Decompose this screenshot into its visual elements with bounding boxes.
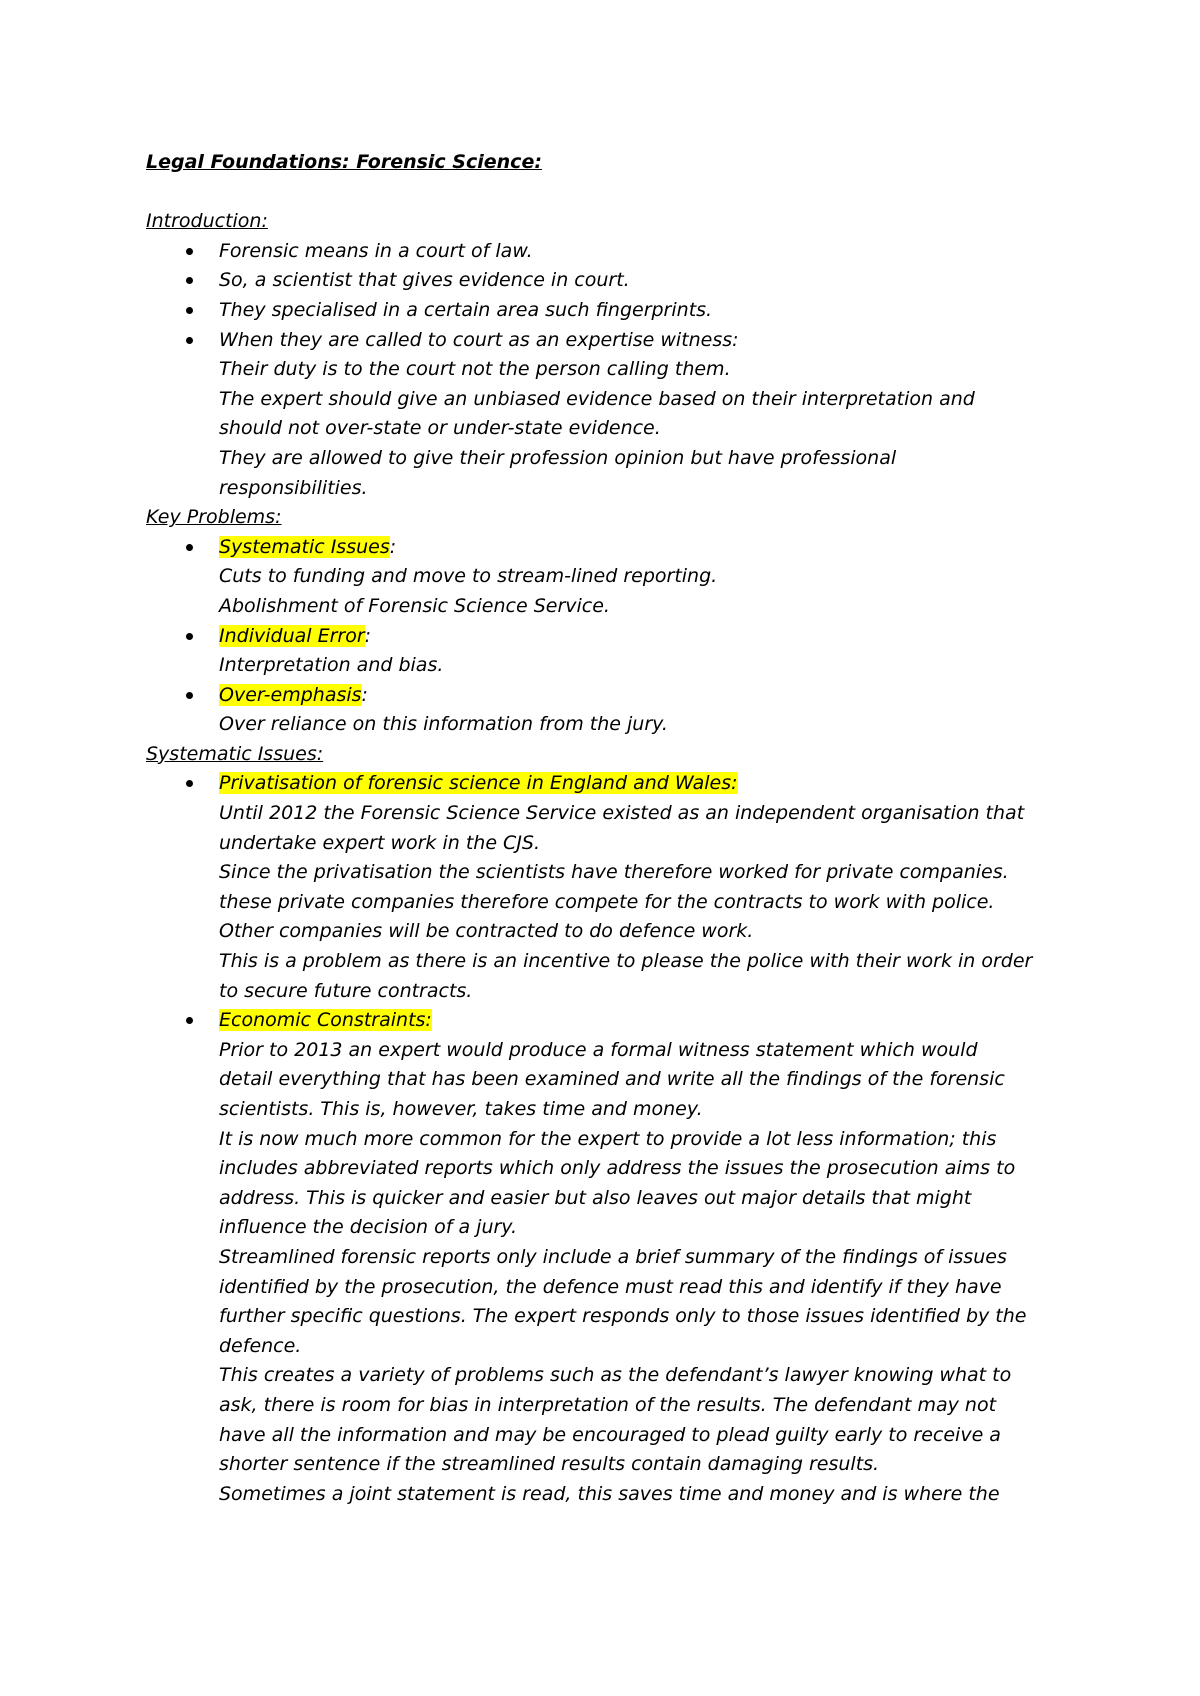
item-detail-line: They are allowed to give their profession opinion but have professional — [219, 446, 897, 469]
bullet-list — [146, 237, 1080, 503]
list-item — [146, 769, 1080, 1006]
highlighted-label: Privatisation of forensic science in England and Wales: — [219, 772, 738, 795]
item-first-line — [219, 326, 1080, 356]
item-detail-line: undertake expert work in the CJS. — [219, 831, 541, 854]
item-detail-line: Sometimes a joint statement is read, this saves time and money and is where the — [219, 1482, 1000, 1505]
item-detail-line: Abolishment of Forensic Science Service. — [219, 594, 610, 617]
item-detail-line: Other companies will be contracted to do defence work. — [219, 920, 754, 943]
list-item — [146, 622, 1080, 681]
bullet-icon — [186, 277, 193, 284]
item-text: So, a scientist that gives evidence in court. — [219, 269, 630, 292]
highlighted-label: Systematic Issues — [219, 535, 390, 558]
item-detail-line: Cuts to funding and move to stream-lined reporting. — [219, 565, 718, 588]
item-detail-line: Streamlined forensic reports only include a brief summary of the findings of issues — [219, 1245, 1007, 1268]
bullet-icon — [186, 337, 193, 344]
item-detail-line: further specific questions. The expert responds only to those issues identified by the — [219, 1305, 1027, 1328]
item-detail-line: to secure future contracts. — [219, 979, 473, 1002]
bullet-icon — [186, 1017, 193, 1024]
item-first-line — [219, 681, 1080, 711]
item-detail-line: Since the privatisation the scientists have therefore worked for private companies. — [219, 861, 1009, 884]
item-detail-line: ask, there is room for bias in interpretation of the results. The defendant may not — [219, 1393, 997, 1416]
item-first-line — [219, 622, 1080, 652]
item-detail-line: Until 2012 the Forensic Science Service existed as an independent organisation that — [219, 802, 1025, 825]
item-detail-line: This is a problem as there is an incentive to please the police with their work in order — [219, 950, 1033, 973]
item-first-line — [219, 769, 1080, 799]
bullet-icon — [186, 544, 193, 551]
section-heading: Systematic Issues: — [146, 742, 324, 765]
highlighted-label: Individual Error — [219, 624, 365, 647]
item-detail-line: defence. — [219, 1334, 302, 1357]
bullet-list — [146, 769, 1080, 1509]
item-first-line — [219, 296, 1080, 326]
list-item — [146, 326, 1080, 504]
bullet-icon — [186, 780, 193, 787]
item-text: : — [364, 624, 372, 647]
item-text: : — [361, 683, 368, 706]
list-item — [146, 681, 1080, 740]
item-first-line — [219, 266, 1080, 296]
item-detail-line: Over reliance on this information from the jury. — [219, 713, 668, 736]
item-detail-line: This creates a variety of problems such as the defendant’s lawyer knowing what to — [219, 1364, 1012, 1387]
item-detail-line: The expert should give an unbiased evidence based on their interpretation and — [219, 387, 975, 410]
item-first-line — [219, 237, 1080, 267]
document-body — [146, 207, 1080, 1509]
item-text: : — [389, 535, 397, 558]
item-detail-line: Prior to 2013 an expert would produce a formal witness statement which would — [219, 1038, 978, 1061]
bullet-icon — [186, 633, 193, 640]
section-heading: Introduction: — [146, 210, 268, 233]
bullet-list — [146, 533, 1080, 740]
item-detail-line: identified by the prosecution, the defence must read this and identify if they have — [219, 1275, 1002, 1298]
document-title: Legal Foundations: Forensic Science: — [146, 151, 542, 173]
bullet-icon — [186, 248, 193, 255]
item-detail-line: responsibilities. — [219, 476, 368, 499]
item-detail-line: have all the information and may be encouraged to plead guilty early to receive a — [219, 1423, 1001, 1446]
item-detail-line: these private companies therefore compete for the contracts to work with police. — [219, 890, 995, 913]
item-text: When they are called to court as an expertise witness: — [219, 328, 739, 351]
bullet-icon — [186, 692, 193, 699]
highlighted-label: Over-emphasis — [219, 683, 362, 706]
list-item — [146, 1006, 1080, 1509]
item-detail-line: includes abbreviated reports which only address the issues the prosecution aims to — [219, 1157, 1016, 1180]
highlighted-label: Economic Constraints: — [219, 1009, 432, 1032]
item-detail-line: It is now much more common for the expert to provide a lot less information; this — [219, 1127, 997, 1150]
item-first-line — [219, 1006, 1080, 1036]
list-item — [146, 237, 1080, 267]
list-item — [146, 266, 1080, 296]
item-detail-line: detail everything that has been examined and write all the findings of the forensic — [219, 1068, 1005, 1091]
list-item — [146, 533, 1080, 622]
item-detail-line: Interpretation and bias. — [219, 654, 444, 677]
item-detail-line: shorter sentence if the streamlined results contain damaging results. — [219, 1453, 880, 1476]
item-text: Forensic means in a court of law. — [219, 239, 533, 262]
item-first-line — [219, 533, 1080, 563]
list-item — [146, 296, 1080, 326]
item-detail-line: should not over-state or under-state evidence. — [219, 417, 661, 440]
item-detail-line: scientists. This is, however, takes time and money. — [219, 1098, 703, 1120]
bullet-icon — [186, 307, 193, 314]
item-detail-line: address. This is quicker and easier but also leaves out major details that might — [219, 1186, 972, 1209]
item-detail-line: influence the decision of a jury. — [219, 1216, 518, 1239]
section-heading: Key Problems: — [146, 506, 282, 529]
item-text: They specialised in a certain area such fingerprints. — [219, 298, 713, 321]
item-detail-line: Their duty is to the court not the person calling them. — [219, 358, 731, 381]
